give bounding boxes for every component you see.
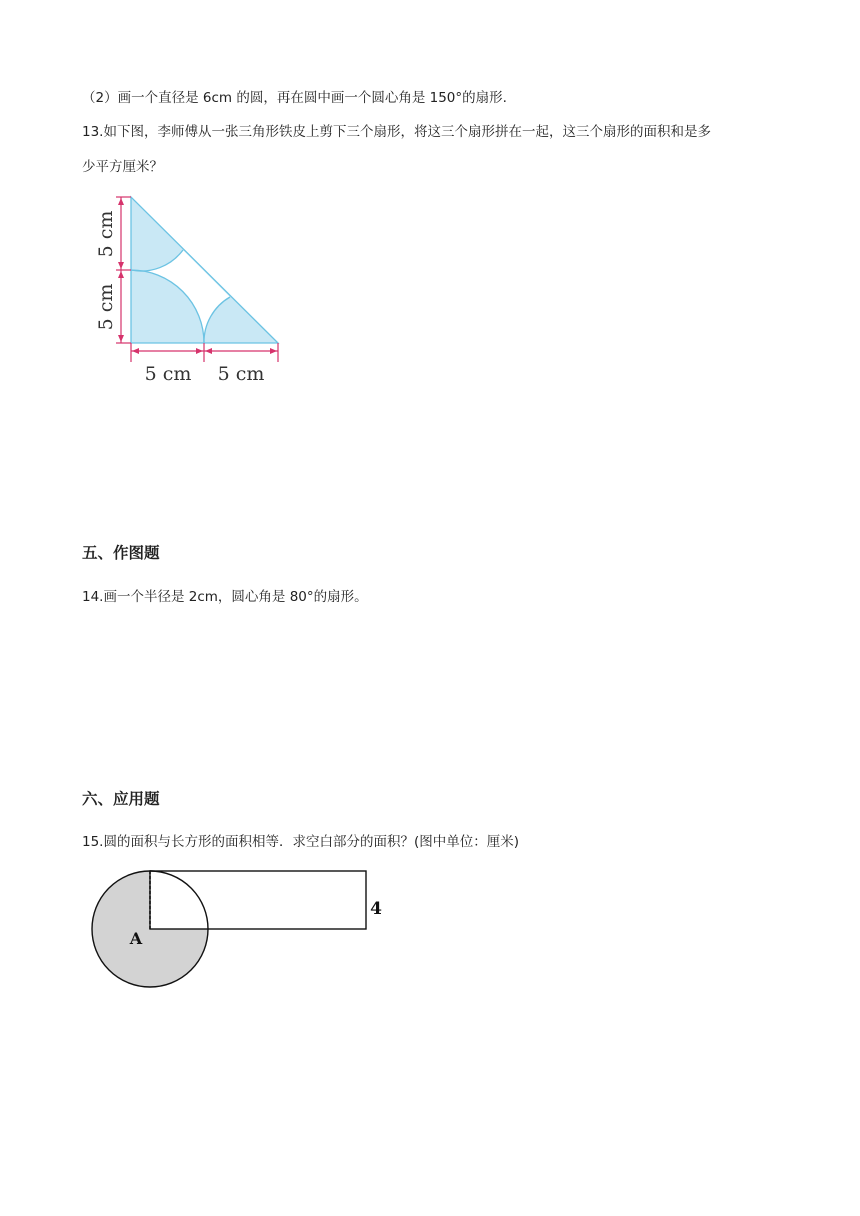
blank-rectangle <box>150 871 366 929</box>
bottom-right-dim-label: 5 cm <box>217 363 265 385</box>
section5-heading: 五、作图题 <box>82 544 160 562</box>
point-a-label: A <box>129 929 143 948</box>
q13-text-line2: 少平方厘米？ <box>82 159 163 175</box>
rect-height-label: 4 <box>370 899 382 919</box>
q12-part2-text: （2）画一个直径是 6cm 的圆，再在圆中画一个圆心角是 150°的扇形. <box>82 90 507 106</box>
bottom-left-dim-label: 5 cm <box>144 363 192 385</box>
q15-text: 15.圆的面积与长方形的面积相等．求空白部分的面积？(图中单位：厘米) <box>82 834 520 850</box>
section6-heading: 六、应用题 <box>82 790 160 808</box>
q14-text: 14.画一个半径是 2cm，圆心角是 80°的扇形。 <box>82 589 368 605</box>
left-bottom-dim-label: 5 cm <box>95 283 117 331</box>
q13-text-line1: 13.如下图，李师傅从一张三角形铁皮上剪下三个扇形，将这三个扇形拼在一起，这三个扇形的面积和是多 <box>82 124 711 140</box>
left-top-dim-label: 5 cm <box>95 210 117 258</box>
